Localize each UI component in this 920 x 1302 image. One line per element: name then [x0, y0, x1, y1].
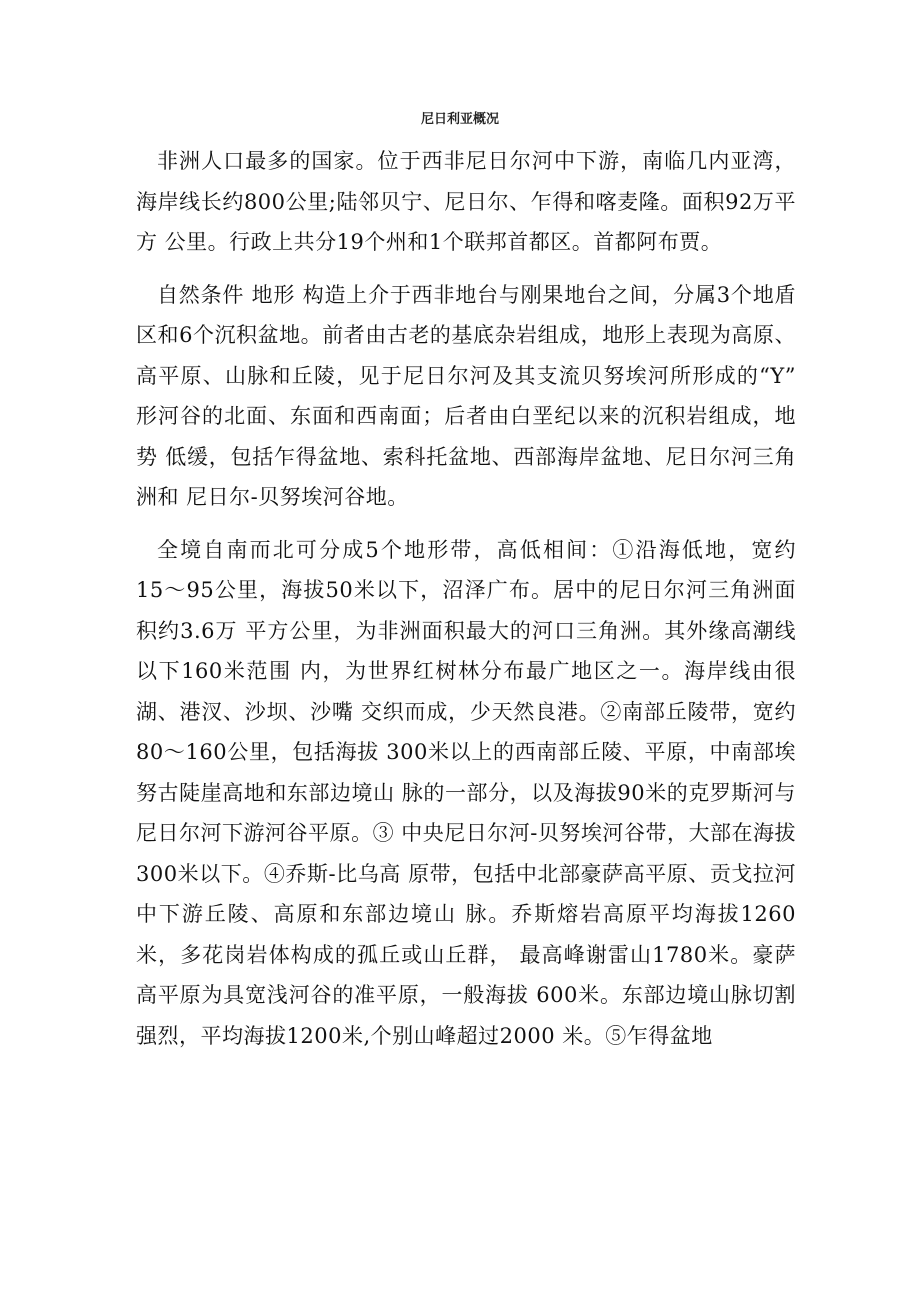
document-body: [136, 141, 796, 1068]
paragraph-intro: 非洲人口最多的国家。位于西非尼日尔河中下游，南临几内亚湾，海岸线长约800公里;陆邻贝宁、尼日尔、乍得和喀麦隆。面积92万平方 公里。行政上共分19个州和1个联邦首都区。首都阿布贾。: [136, 149, 796, 254]
paragraph-terrain-belts: 全境自南而北可分成5个地形带，高低相间：①沿海低地，宽约15〜95公里，海拔50米以下，沼泽广布。居中的尼日尔河三角洲面积约3.6万 平方公里，为非洲面积最大的河口三角洲。其外缘高潮线以下160米范围 内，为世界红树林分布最广地区之一。海岸线由很湖、港汊、沙坝、沙嘴 交织而成，少天然良港。②南部丘陵带，宽约80〜160公里，包括海拔 300米以上的西南部丘陵、平原，中南部埃努古陡崖高地和东部边境山 脉的一部分，以及海拔90米的克罗斯河与尼日尔河下游河谷平原。③ 中央尼日尔河-贝努埃河谷带，大部在海拔300米以下。④乔斯-比乌高 原带，包括中北部豪萨高平原、贡戈拉河中下游丘陵、高原和东部边境山 脉。乔斯熔岩高原平均海拔1260米，多花岗岩体构成的孤丘或山丘群， 最高峰谢雷山1780米。豪萨高平原为具宽浅河谷的准平原，一般海拔 600米。东部边境山脉切割强烈，平均海拔1200米,个别山峰超过2000 米。⑤乍得盆地: [136, 537, 796, 1048]
document-title: 尼日利亚概况: [420, 112, 499, 127]
paragraph-natural-conditions: 自然条件 地形 构造上介于西非地台与刚果地台之间，分属3个地盾 区和6个沉积盆地。前者由古老的基底杂岩组成，地形上表现为高原、 高平原、山脉和丘陵，见于尼日尔河及其支流贝努埃河所形成的“Y” 形河谷的北面、东面和西南面；后者由白垩纪以来的沉积岩组成，地势 低缓，包括乍得盆地、索科托盆地、西部海岸盆地、尼日尔河三角洲和 尼日尔-贝努埃河谷地。: [136, 282, 796, 509]
